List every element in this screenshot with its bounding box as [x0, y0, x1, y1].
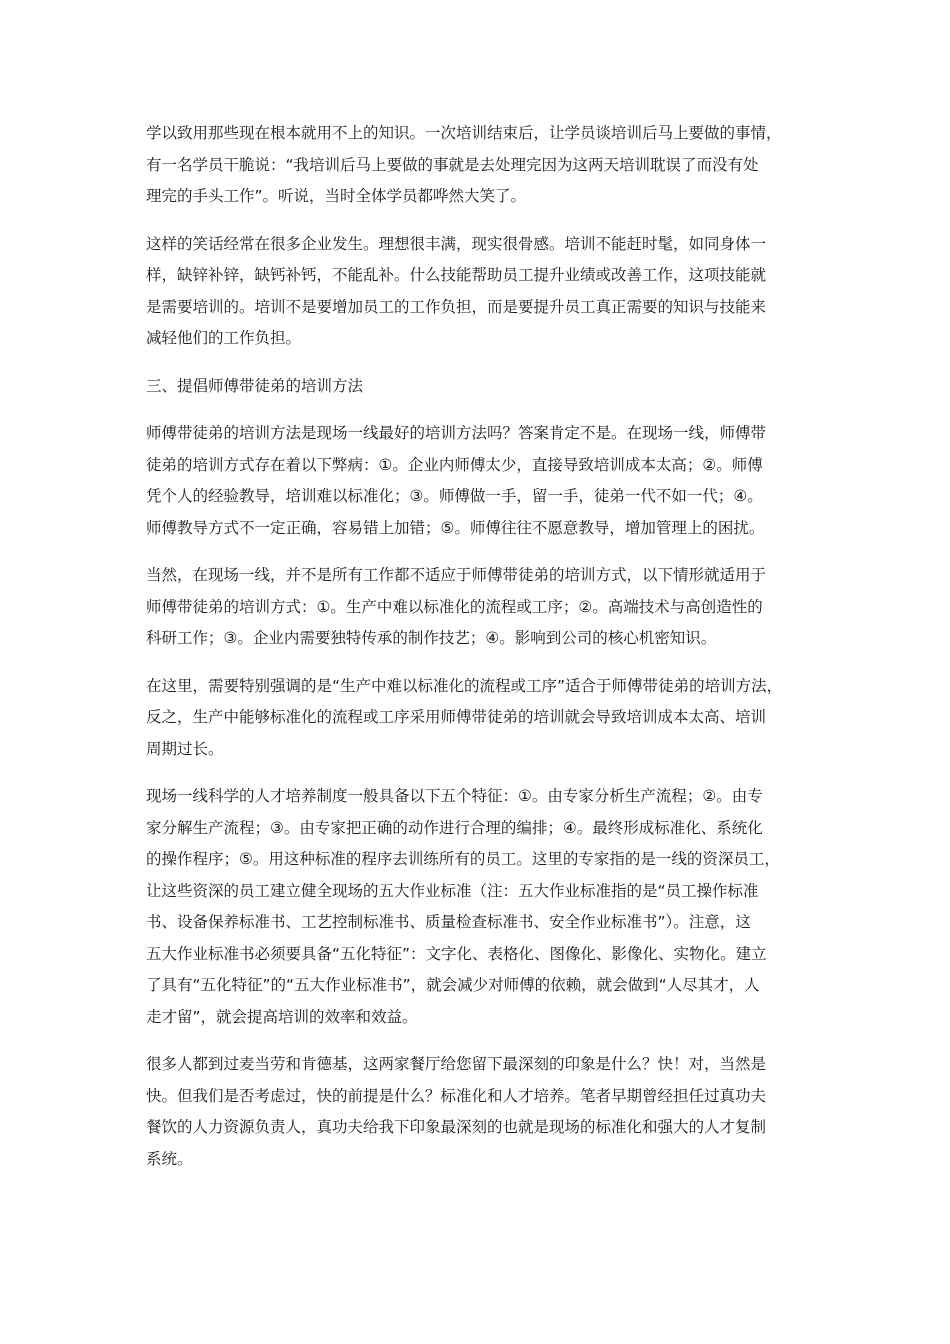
- paragraph-6: 现场一线科学的人才培养制度一般具备以下五个特征：①。由专家分析生产流程；②。由专 家分解生产流程；③。由专家把正确的动作进行合理的编排；④。最终形成标准化、系统化 的操作程序；⑤。用这种标准的程序去训练所有的员工。这里的专家指的是一线的资深员工， 让这些资深的员工建立健全现场的五大作业标准（注：五大作业标准指的是“员工操作标准 书、设备保养标准书、工艺控制标准书、质量检查标准书、安全作业标准书”）。注意，这 五大作业标准书必须要具备“五化特征”：文字化、表格化、图像化、影像化、实物化。建立 了具有“五化特征”的“五大作业标准书”，就会减少对师傅的依赖，就会做到“人尽其才，人 走才留”，就会提高培训的效率和效益。: [146, 787, 780, 1026]
- paragraph-5: 在这里，需要特别强调的是“生产中难以标准化的流程或工序”适合于师傅带徒弟的培训方法， 反之，生产中能够标准化的流程或工序采用师傅带徒弟的培训就会导致培训成本太高、培训 周期过长。: [146, 676, 783, 758]
- document-body: [146, 118, 812, 1191]
- paragraph-7: 很多人都到过麦当劳和肯德基，这两家餐厅给您留下最深刻的印象是什么？快！对，当然是 快。但我们是否考虑过，快的前提是什么？标准化和人才培养。笔者早期曾经担任过真功夫 餐饮的人力资源负责人，真功夫给我下印象最深刻的也就是现场的标准化和强大的人才复制 系统。: [146, 1055, 767, 1168]
- paragraph-1: 学以致用那些现在根本就用不上的知识。一次培训结束后，让学员谈培训后马上要做的事情， 有一名学员干脆说：“我培训后马上要做的事就是去处理完因为这两天培训耽误了而没有处 理完的手头工作”。听说，当时全体学员都哗然大笑了。: [146, 124, 782, 205]
- section-heading: 三、提倡师傅带徒弟的培训方法: [146, 376, 364, 395]
- paragraph-2: 这样的笑话经常在很多企业发生。理想很丰满，现实很骨感。培训不能赶时髦，如同身体一 样，缺锌补锌，缺钙补钙，不能乱补。什么技能帮助员工提升业绩或改善工作，这项技能就 是需要培训的。培训不是要增加员工的工作负担，而是要提升员工真正需要的知识与技能来 减轻他们的工作负担。: [146, 234, 767, 347]
- paragraph-3: 师傅带徒弟的培训方法是现场一线最好的培训方法吗？答案肯定不是。在现场一线，师傅带 徒弟的培训方式存在着以下弊病：①。企业内师傅太少，直接导致培训成本太高；②。师傅 凭个人的经验教导，培训难以标准化；③。师傅做一手，留一手，徒弟一代不如一代；④。 师傅教导方式不一定正确，容易错上加错；⑤。师傅往往不愿意教导，增加管理上的困扰。: [146, 424, 767, 537]
- paragraph-4: 当然，在现场一线，并不是所有工作都不适应于师傅带徒弟的培训方式，以下情形就适用于 师傅带徒弟的培训方式：①。生产中难以标准化的流程或工序；②。高端技术与高创造性的 科研工作；③。企业内需要独特传承的制作技艺；④。影响到公司的核心机密知识。: [146, 566, 767, 647]
